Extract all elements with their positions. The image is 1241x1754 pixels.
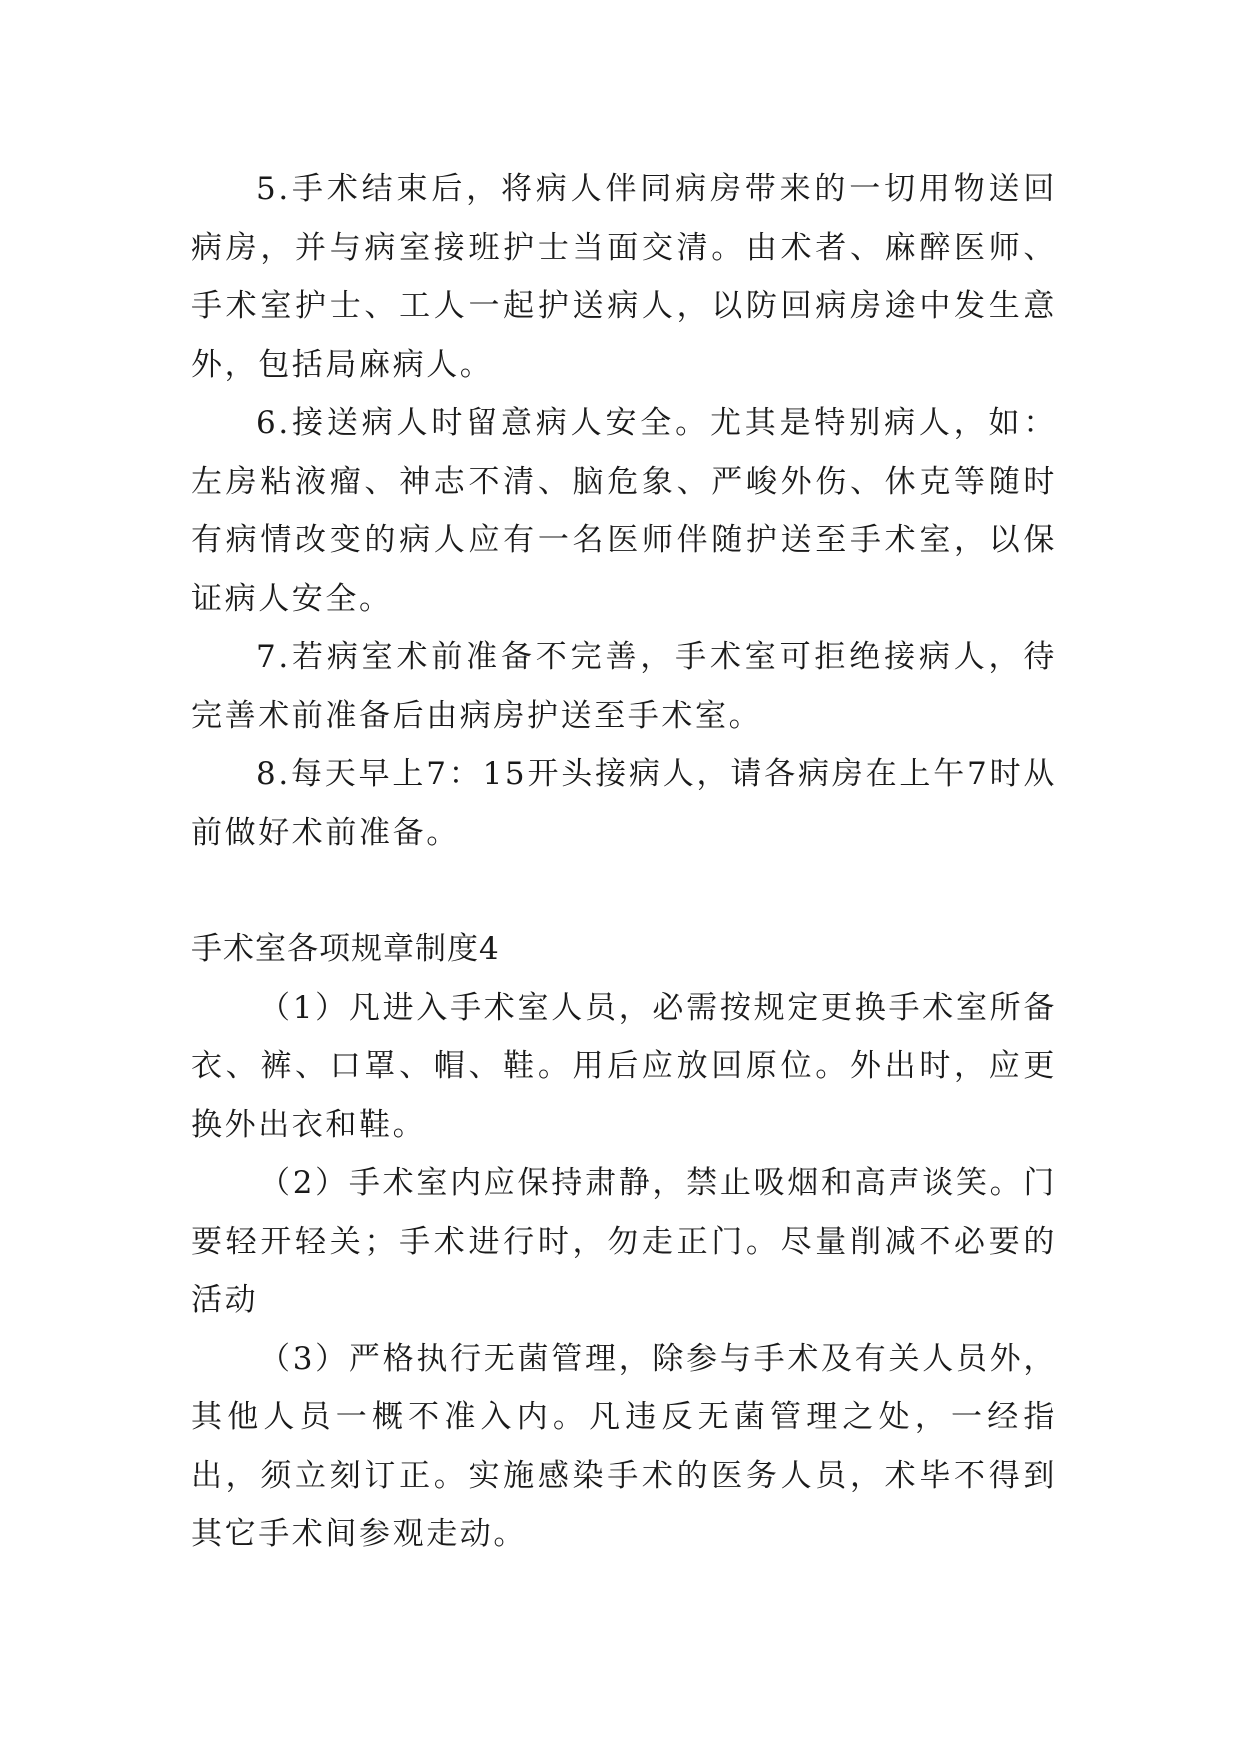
rule-paragraph-3: （3）严格执行无菌管理，除参与手术及有关人员外，其他人员一概不准入内。凡违反无菌管理之处，一经指出，须立刻订正。实施感染手术的医务人员，术毕不得到其它手术间参观走动。 [191,1340,1057,1552]
rule-paragraph-2: （2）手术室内应保持肃静，禁止吸烟和高声谈笑。门要轻开轻关；手术进行时，勿走正门。尽量削减不必要的活动 [191,1165,1057,1318]
paragraph-item-7: 7.若病室术前准备不完善，手术室可拒绝接病人，待完善术前准备后由病房护送至手术室。 [191,639,1057,734]
document-body [191,160,1057,1564]
paragraph-item-6: 6.接送病人时留意病人安全。尤其是特别病人，如：左房粘液瘤、神志不清、脑危象、严峻外伤、休克等随时有病情改变的病人应有一名医师伴随护送至手术室，以保证病人安全。 [191,405,1057,617]
paragraph-item-5: 5.手术结束后，将病人伴同病房带来的一切用物送回病房，并与病室接班护士当面交清。由术者、麻醉医师、手术室护士、工人一起护送病人，以防回病房途中发生意外，包括局麻病人。 [191,171,1057,383]
section-heading: 手术室各项规章制度4 [191,931,500,967]
paragraph-item-8: 8.每天早上7：15开头接病人，请各病房在上午7时从前做好术前准备。 [191,756,1057,851]
rule-paragraph-1: （1）凡进入手术室人员，必需按规定更换手术室所备衣、裤、口罩、帽、鞋。用后应放回原位。外出时，应更换外出衣和鞋。 [191,989,1057,1143]
